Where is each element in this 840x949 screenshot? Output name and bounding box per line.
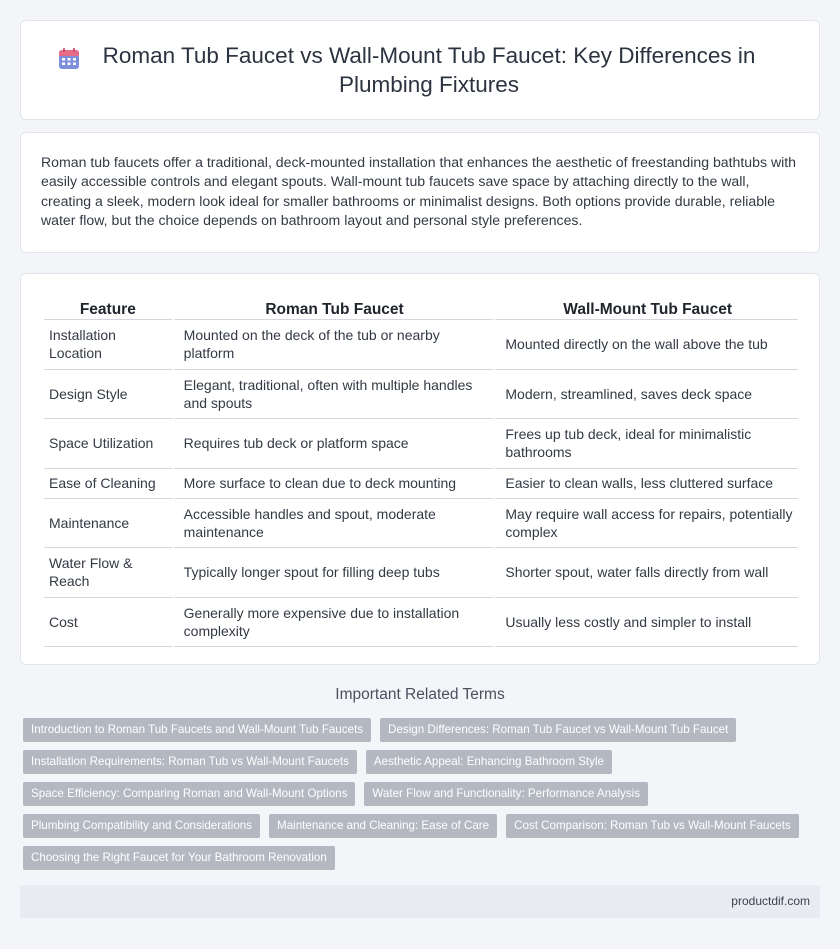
cell-roman: Generally more expensive due to installation complexity [172, 598, 494, 648]
related-term-tag[interactable]: Water Flow and Functionality: Performance Analysis [364, 782, 648, 806]
cell-feature: Maintenance [44, 499, 172, 549]
cell-roman: Typically longer spout for filling deep tubs [172, 548, 494, 598]
related-term-tag[interactable]: Space Efficiency: Comparing Roman and Wall-Mount Options [23, 782, 355, 806]
related-term-tag[interactable]: Aesthetic Appeal: Enhancing Bathroom Style [366, 750, 612, 774]
cell-roman: Elegant, traditional, often with multiple handles and spouts [172, 370, 494, 420]
tag-row [23, 750, 823, 774]
page-title: Roman Tub Faucet vs Wall-Mount Tub Faucet: Key Differences in Plumbing Fixtures [102, 43, 756, 97]
table-row [44, 598, 798, 648]
tag-row [23, 814, 823, 838]
comparison-table [44, 298, 798, 647]
column-header-feature: Feature [44, 298, 172, 320]
column-header-wall-mount: Wall-Mount Tub Faucet [493, 298, 798, 320]
footer [20, 885, 820, 918]
related-term-tag[interactable]: Introduction to Roman Tub Faucets and Wall-Mount Tub Faucets [23, 718, 371, 742]
cell-roman: Requires tub deck or platform space [172, 419, 494, 469]
table-row [44, 419, 798, 469]
cell-roman: Mounted on the deck of the tub or nearby platform [172, 320, 494, 370]
cell-wall-mount: May require wall access for repairs, potentially complex [493, 499, 798, 549]
related-term-tag[interactable]: Maintenance and Cleaning: Ease of Care [269, 814, 497, 838]
table-row [44, 370, 798, 420]
related-term-tag[interactable]: Cost Comparison: Roman Tub vs Wall-Mount Faucets [506, 814, 799, 838]
cell-feature: Ease of Cleaning [44, 469, 172, 499]
cell-feature: Space Utilization [44, 419, 172, 469]
column-header-roman: Roman Tub Faucet [172, 298, 494, 320]
footer-site-link[interactable]: productdif.com [731, 894, 810, 908]
cell-wall-mount: Usually less costly and simpler to install [493, 598, 798, 648]
table-header-row [44, 298, 798, 320]
cell-roman: More surface to clean due to deck mounting [172, 469, 494, 499]
tag-row [23, 718, 823, 742]
cell-feature: Design Style [44, 370, 172, 420]
tag-row [23, 846, 823, 870]
cell-wall-mount: Mounted directly on the wall above the tub [493, 320, 798, 370]
intro-paragraph: Roman tub faucets offer a traditional, deck-mounted installation that enhances the aesthetic of freestanding bathtubs with easily accessible controls and elegant spouts. Wall-mount tub faucets save space by attaching directly to the wall, creating a sleek, modern look ideal for smaller bathrooms or minimalist designs. Both options provide durable, reliable water flow, but the choice depends on bathroom layout and personal style preferences. [41, 154, 797, 229]
table-row [44, 548, 798, 598]
table-row [44, 499, 798, 549]
related-term-tag[interactable]: Choosing the Right Faucet for Your Bathroom Renovation [23, 846, 335, 870]
cell-wall-mount: Shorter spout, water falls directly from wall [493, 548, 798, 598]
cell-roman: Accessible handles and spout, moderate maintenance [172, 499, 494, 549]
cell-feature: Cost [44, 598, 172, 648]
table-row [44, 320, 798, 370]
related-terms-heading: Important Related Terms [335, 686, 505, 703]
comparison-table-card [20, 273, 820, 665]
cell-wall-mount: Modern, streamlined, saves deck space [493, 370, 798, 420]
tag-row [23, 782, 823, 806]
related-term-tag[interactable]: Installation Requirements: Roman Tub vs Wall-Mount Faucets [23, 750, 357, 774]
cell-wall-mount: Frees up tub deck, ideal for minimalistic bathrooms [493, 419, 798, 469]
calendar-grid-icon [58, 48, 80, 70]
related-term-tag[interactable]: Design Differences: Roman Tub Faucet vs Wall-Mount Tub Faucet [380, 718, 736, 742]
table-row [44, 469, 798, 499]
intro-card [20, 132, 820, 253]
cell-feature: Water Flow & Reach [44, 548, 172, 598]
related-term-tag[interactable]: Plumbing Compatibility and Considerations [23, 814, 260, 838]
cell-wall-mount: Easier to clean walls, less cluttered surface [493, 469, 798, 499]
related-terms-list [23, 718, 823, 878]
cell-feature: Installation Location [44, 320, 172, 370]
header-card [20, 20, 820, 120]
